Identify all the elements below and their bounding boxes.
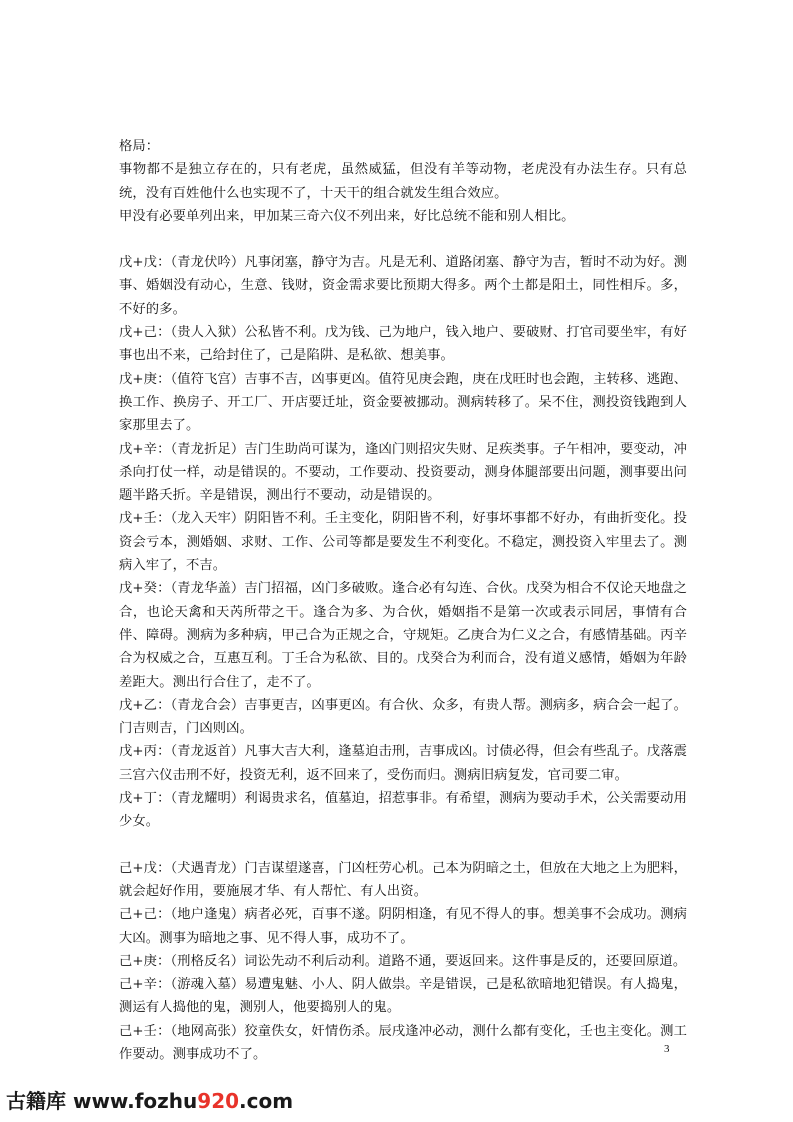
wu-ding-entry: 戊+丁：（青龙耀明）利谒贵求名，值墓迫，招惹事非。有希望，测病为要动手术，公关需要动用少女。 [119, 791, 687, 830]
paragraph-spacer [119, 228, 687, 251]
wu-ji-entry: 戊+己：（贵人入狱）公私皆不利。戊为钱、己为地户，钱入地户、要破财、打官司要坐牢，有好事也出不来，己给封住了，己是陷阱、是私欲、想美事。 [119, 325, 687, 364]
ji-geng-entry: 己+庚：（刑格反名）词讼先动不利后动利。道路不通，要返回来。这件事是反的，还要回原道。 [119, 953, 687, 969]
wu-ren-entry: 戊+壬：（龙入天牢）阴阳皆不利。壬主变化，阴阳皆不利，好事坏事都不好办，有曲折变化。投资会亏本，测婚姻、求财、工作、公司等都是要发生不利变化。不稳定，测投资入牢里去了。测病入牢了，不吉。 [119, 511, 687, 574]
paragraph-spacer [119, 834, 687, 857]
wu-wu-entry: 戊+戊：（青龙伏吟）凡事闭塞，静守为吉。凡是无利、道路闭塞、静守为吉，暂时不动为好。测事、婚姻没有动心，生意、钱财，资金需求要比预期大得多。两个土都是阳土，同性相斥。多，不好的多。 [119, 255, 687, 317]
wu-gui-entry: 戊+癸：（青龙华盖）吉门招福，凶门多破败。逢合必有勾连、合伙。戊癸为相合不仅论天地盘之合，也论天禽和天芮所带之干。逢合为多、为合伙，婚姻指不是第一次或表示同居，事情有合伴、障碍。测病为多种病，甲己合为正规之合，守规矩。乙庚合为仁义之合，有感情基础。丙辛合为权威之合，互惠互利。丁壬合为私欲、目的。戊癸合为利而合，没有道义感情，婚姻为年龄差距大。测出行合住了，走不了。 [119, 581, 687, 690]
intro-paragraph: 甲没有必要单列出来，甲加某三奇六仪不列出来，好比总统不能和别人相比。 [119, 208, 575, 224]
wu-yi-entry: 戊+乙：（青龙合会）吉事更吉，凶事更凶。有合伙、众多，有贵人帮。测病多，病合会一起了。门吉则吉，门凶则凶。 [119, 697, 687, 737]
ji-xin-entry: 己+辛：（游魂入墓）易遭鬼魅、小人、阴人做祟。辛是错误，己是私欲暗地犯错误。有人捣鬼，测运有人捣他的鬼，测别人，他要捣别人的鬼。 [119, 977, 687, 1016]
ji-ji-entry: 己+己：（地户逢鬼）病者必死，百事不遂。阴阴相逢，有见不得人的事。想美事不会成功。测病大凶。测事为暗地之事、见不得人事，成功不了。 [119, 907, 687, 946]
document-body [119, 135, 687, 1066]
page-number: 3 [664, 1043, 670, 1055]
watermark-suffix: .com [239, 1089, 294, 1113]
section-heading: 格局： [119, 139, 160, 154]
watermark-prefix: 古籍库 www.fozhu [6, 1089, 198, 1113]
ji-wu-entry: 己+戊：（犬遇青龙）门吉谋望遂喜，门凶枉劳心机。己本为阴暗之土，但放在大地之上为肥料，就会起好作用，要施展才华、有人帮忙、有人出资。 [119, 860, 687, 899]
watermark-number: 920 [197, 1089, 240, 1113]
ji-ren-entry: 己+壬：（地网高张）狡童佚女，奸情伤杀。辰戌逢冲必动，测什么都有变化，壬也主变化。测工作要动。测事成功不了。 [119, 1023, 687, 1062]
intro-paragraph: 事物都不是独立存在的，只有老虎，虽然威猛，但没有羊等动物，老虎没有办法生存。只有总统，没有百姓他什么也实现不了，十天干的组合就发生组合效应。 [119, 162, 687, 201]
wu-geng-entry: 戊+庚：（值符飞宫）吉事不吉，凶事更凶。值符见庚会跑，庚在戊旺时也会跑，主转移、逃跑、换工作、换房子、开工厂、开店要迁址，资金要被挪动。测病转移了。呆不住，测投资钱跑到人家那里去了。 [119, 371, 687, 434]
wu-xin-entry: 戊+辛：（青龙折足）吉门生助尚可谋为，逢凶门则招灾失财、足疾类事。子午相冲，要变动，冲杀向打仗一样，动是错误的。不要动，工作要动、投资要动，测身体腿部要出问题，测事要出问题半路夭折。辛是错误，测出行不要动，动是错误的。 [119, 441, 687, 504]
watermark-logo [6, 1085, 293, 1114]
wu-bing-entry: 戊+丙：（青龙返首）凡事大吉大利，逢墓迫击刑，吉事成凶。讨债必得，但会有些乱子。戊落震三宫六仪击刑不好，投资无利，返不回来了，受伤而归。测病旧病复发，官司要二审。 [119, 744, 687, 783]
